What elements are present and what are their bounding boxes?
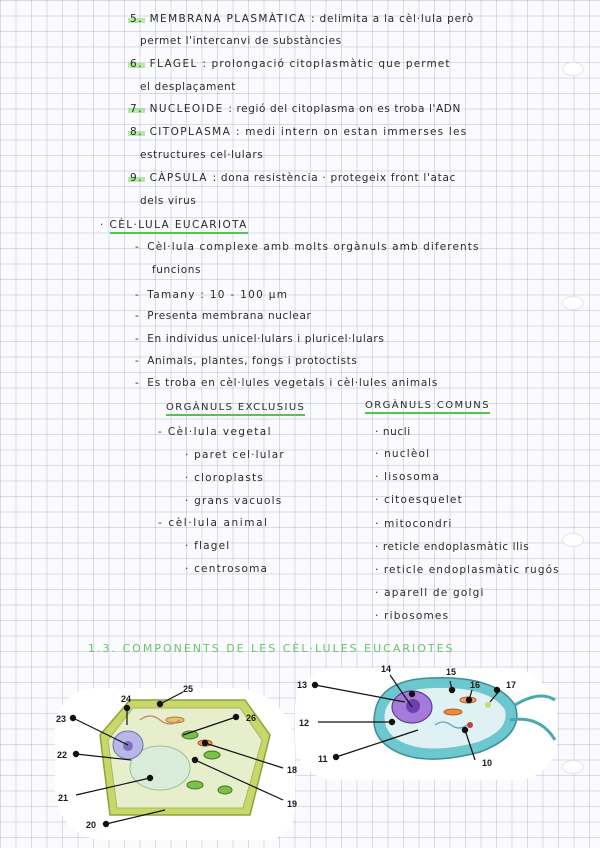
plant-label: 25 — [183, 684, 194, 694]
bullet-line: - Es troba en cèl·lules vegetals i cèl·lules animals — [135, 377, 439, 389]
list-item-line: el desplaçament — [140, 81, 236, 93]
animal-label: 10 — [482, 758, 493, 768]
animal-label: 13 — [297, 680, 308, 690]
list-item: · flagel — [185, 540, 231, 552]
animal-label: 11 — [318, 754, 328, 764]
animal-label: 12 — [299, 718, 310, 728]
plant-heading: - Cèl·lula vegetal — [158, 426, 272, 438]
plant-label: 19 — [287, 799, 298, 809]
animal-cell-illustration — [374, 678, 555, 759]
plant-label: 18 — [287, 765, 298, 775]
list-item: · aparell de golgi — [375, 587, 485, 599]
animal-label: 17 — [506, 680, 517, 690]
list-item: · centrosoma — [185, 563, 269, 575]
plant-label: 20 — [86, 820, 97, 830]
list-item: · ribosomes — [375, 610, 450, 622]
list-item: 9. CÀPSULA : dona resistència · protegeix front l'atac — [130, 172, 457, 184]
list-item-line: permet l'intercanvi de substàncies — [140, 35, 342, 47]
list-item: · reticle endoplasmàtic rugós — [375, 564, 560, 576]
list-item: · mitocondri — [375, 518, 453, 530]
list-item-line: dels virus — [140, 195, 197, 207]
exclusive-heading: ORGÀNULS EXCLUSIUS — [166, 403, 305, 413]
list-item: 6. FLAGEL : prolongació citoplasmàtic que permet — [130, 58, 451, 70]
list-item: 5. MEMBRANA PLASMÀTICA : delimita a la cèl·lula però — [130, 13, 474, 25]
section-title: 1.3. COMPONENTS DE LES CÈL·LULES EUCARIOTES — [88, 642, 455, 655]
plant-label: 26 — [246, 713, 257, 723]
list-item: · nucli — [375, 426, 411, 438]
list-item: · reticle endoplasmàtic llis — [375, 541, 530, 553]
plant-cell-illustration — [100, 700, 270, 815]
bullet-line: - En individus unicel·lulars i pluricel·lulars — [135, 333, 385, 345]
animal-label: 16 — [470, 680, 481, 690]
animal-label: 15 — [446, 667, 457, 677]
list-item: · paret cel·lular — [185, 449, 285, 461]
list-item: 7. NUCLEOIDE : regió del citoplasma on es troba l'ADN — [130, 103, 461, 115]
bullet-line: - Presenta membrana nuclear — [135, 310, 312, 322]
plant-label: 21 — [58, 793, 69, 803]
eukaryote-heading: · CÈL·LULA EUCARIOTA — [100, 220, 248, 231]
bullet-line: - Tamany : 10 - 100 µm — [135, 289, 289, 301]
list-item: · nuclèol — [375, 448, 431, 460]
bullet-line: - Animals, plantes, fongs i protoctists — [135, 355, 358, 367]
plant-label: 22 — [57, 750, 68, 760]
bullet-line: - Cèl·lula complexe amb molts orgànuls amb diferents — [135, 241, 480, 253]
bullet-line: funcions — [152, 264, 202, 276]
animal-label: 14 — [381, 664, 392, 674]
list-item: · citoesquelet — [375, 494, 463, 506]
plant-label: 23 — [56, 714, 67, 724]
list-item: 8. CITOPLASMA : medi intern on estan immerses les — [130, 126, 468, 138]
list-item: · lisosoma — [375, 471, 440, 483]
plant-label: 24 — [121, 694, 132, 704]
common-heading: ORGÀNULS COMUNS — [365, 401, 490, 411]
list-item: · cloroplasts — [185, 472, 264, 484]
list-item: · grans vacuols — [185, 495, 283, 507]
list-item-line: estructures cel·lulars — [140, 149, 264, 161]
animal-heading: - cèl·lula animal — [158, 517, 269, 529]
